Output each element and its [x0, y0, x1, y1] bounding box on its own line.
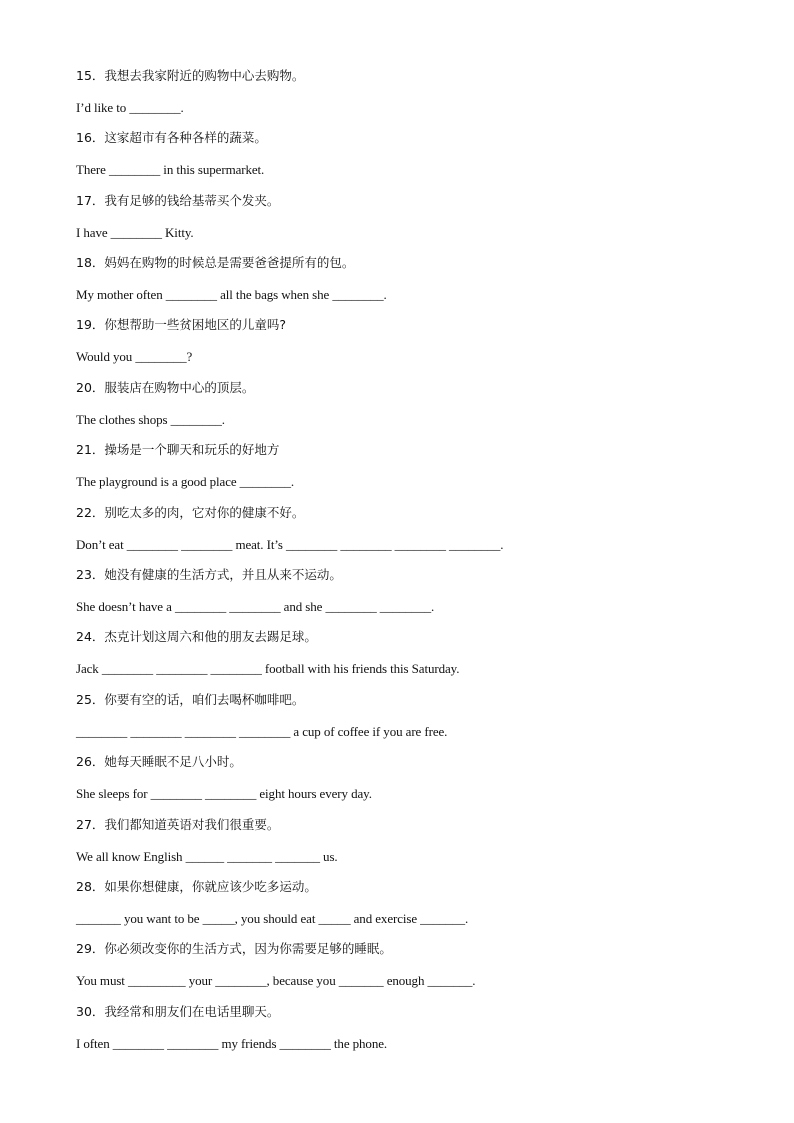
question-17: 17．我有足够的钱给基蒂买个发夹。: [76, 193, 280, 208]
answer-22: Don’t eat ________ ________ meat. It’s ________ ________ ________ ________.: [76, 537, 504, 552]
answer-29: You must _________ your ________, because you _______ enough _______.: [76, 973, 476, 988]
question-22: 22．别吃太多的肉，它对你的健康不好。: [76, 505, 305, 520]
question-18: 18．妈妈在购物的时候总是需要爸爸提所有的包。: [76, 255, 355, 270]
answer-26: She sleeps for ________ ________ eight hours every day.: [76, 786, 372, 801]
answer-19: Would you ________?: [76, 349, 193, 364]
answer-17: I have ________ Kitty.: [76, 225, 194, 240]
question-29: 29．你必须改变你的生活方式，因为你需要足够的睡眠。: [76, 941, 392, 956]
question-23: 23．她没有健康的生活方式，并且从来不运动。: [76, 567, 342, 582]
question-26: 26．她每天睡眠不足八小时。: [76, 754, 242, 769]
answer-23: She doesn’t have a ________ ________ and she ________ ________.: [76, 599, 435, 614]
answer-30: I often ________ ________ my friends ________ the phone.: [76, 1036, 388, 1051]
answer-15: I’d like to ________.: [76, 100, 184, 115]
question-20: 20．服装店在购物中心的顶层。: [76, 380, 255, 395]
question-28: 28．如果你想健康，你就应该少吃多运动。: [76, 879, 317, 894]
question-25: 25．你要有空的话，咱们去喝杯咖啡吧。: [76, 692, 305, 707]
question-19: 19．你想帮助一些贫困地区的儿童吗?: [76, 317, 287, 332]
question-21: 21．操场是一个聊天和玩乐的好地方: [76, 442, 280, 457]
answer-20: The clothes shops ________.: [76, 412, 225, 427]
answer-18: My mother often ________ all the bags when she ________.: [76, 287, 387, 302]
answer-21: The playground is a good place ________.: [76, 474, 295, 489]
answer-16: There ________ in this supermarket.: [76, 162, 265, 177]
question-27: 27．我们都知道英语对我们很重要。: [76, 817, 280, 832]
question-24: 24．杰克计划这周六和他的朋友去踢足球。: [76, 629, 317, 644]
answer-25: ________ ________ ________ ________ a cup of coffee if you are free.: [76, 724, 448, 739]
question-30: 30．我经常和朋友们在电话里聊天。: [76, 1004, 280, 1019]
question-16: 16．这家超市有各种各样的蔬菜。: [76, 130, 267, 145]
answer-27: We all know English ______ _______ _______ us.: [76, 849, 338, 864]
answer-28: _______ you want to be _____, you should eat _____ and exercise _______.: [76, 911, 469, 926]
question-15: 15．我想去我家附近的购物中心去购物。: [76, 68, 305, 83]
answer-24: Jack ________ ________ ________ football with his friends this Saturday.: [76, 661, 460, 676]
